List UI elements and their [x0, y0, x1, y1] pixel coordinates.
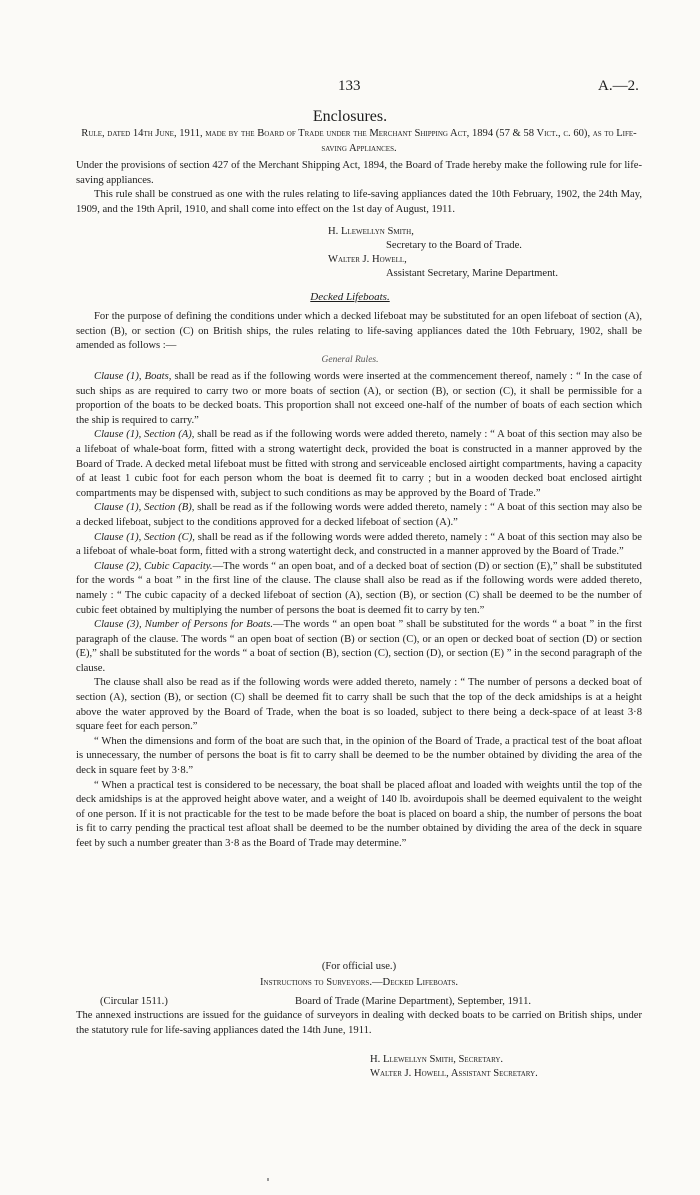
- clause-lead: Clause (2), Cubic Capacity.: [94, 560, 213, 572]
- continuation-paragraph: “ When the dimensions and form of the boat are such that, in the opinion of the Board of Trade, a practical test of the boat afloat is unnecessary, the number of persons the boat is fit to carry shall be deemed to be the number obtained by dividing the area of the deck in square feet by 3·8.”: [76, 735, 642, 777]
- clause-text: shall be read as if the following words were added thereto, namely : “ A boat of this section may also be a lifeboat of whale-boat form, fitted with a strong watertight deck, and constructed in a manner approved by the Board of Trade.”: [76, 531, 642, 558]
- decked-intro: [76, 310, 642, 354]
- clause-lead: Clause (1), Boats,: [94, 371, 172, 382]
- subsection-heading: General Rules.: [321, 355, 379, 365]
- continuation-paragraph: “ When a practical test is considered to be necessary, the boat shall be placed afloat and loaded with weights until the top of the deck amidships is at the approved height above water, and a weight of 140 lb. avoirdupois shall be deemed equivalent to the weight of one person. If it is not practicable for the test to be made before the boat is placed on board a ship, the number of persons the boat is fit to carry pending the practical test afloat shall be deemed to be the number obtained by dividing the area of the deck in square feet by such a number greater than 3·8 as the Board of Trade may determine.”: [76, 779, 642, 849]
- instructions-heading: Instructions to Surveyors.—Decked Lifeboats.: [260, 977, 458, 988]
- clause-paragraph: [76, 428, 642, 501]
- official-use-note: (For official use.): [321, 961, 397, 972]
- clause-paragraph: [76, 501, 642, 530]
- clause-text: shall be read as if the following words were added thereto, namely : “ A boat of this section may also be a decked lifeboat, subject to the conditions approved for a decked lifeboat of section (A).”: [76, 502, 642, 528]
- signatory-title: Secretary to the Board of Trade.: [386, 240, 522, 251]
- clause-lead: Clause (1), Section (B),: [94, 502, 195, 514]
- intro-paragraph: For the purpose of defining the conditions under which a decked lifeboat may be substituted for an open lifeboat of section (A), section (B), or section (C) on British ships, the rules relating to life-saving appliances dated the 10th February, 1902, shall be amended as follows :—: [76, 311, 642, 352]
- instructions-paragraph: [76, 1009, 642, 1038]
- page-number: 133: [338, 78, 361, 94]
- clause-paragraph: [76, 560, 642, 618]
- signatory-name: H. Llewellyn Smith,: [328, 226, 414, 237]
- rule-paragraph: Under the provisions of section 427 of the Merchant Shipping Act, 1894, the Board of Trade hereby make the following rule for life-saving appliances.: [76, 160, 642, 186]
- clause-paragraph: [76, 370, 642, 428]
- clause-lead: Clause (1), Section (A),: [94, 429, 195, 441]
- signatory-name: Walter J. Howell,: [328, 254, 407, 265]
- clause-lead: Clause (1), Section (C),: [94, 531, 195, 543]
- page-reference: A.—2.: [598, 78, 639, 94]
- section-heading: Decked Lifeboats.: [310, 291, 390, 303]
- page-title: Enclosures.: [312, 108, 388, 125]
- instructions-body: [76, 1009, 642, 1038]
- rule-heading: Rule, dated 14th June, 1911, made by the Board of Trade under the Merchant Shipping Act, 1894 (57 & 58 Vict., c. 60), as to Life-saving Appliances.: [81, 128, 637, 154]
- rule-paragraph: This rule shall be construed as one with the rules relating to life-saving appliances dated the 10th February, 1902, the 24th May, 1909, and the 19th April, 1910, and shall come into effect on the 1st day of August, 1911.: [76, 189, 642, 215]
- continuation-paragraph: The clause shall also be read as if the following words were added thereto, namely : “ The number of persons a decked boat of section (A), section (B), or section (C) shall be deemed fit to carry shall be such that the top of the deck amidships is at a height above the water approved by the Board of Trade, when the boat is so loaded, subject to there being a deck-space of at least 3·8 square feet for each person.”: [76, 677, 642, 733]
- signatory-title: Assistant Secretary, Marine Department.: [386, 268, 558, 279]
- clause-text: shall be read as if the following words were inserted at the commencement thereof, namely : “ In the case of such ships as are required to carry two or more boats of section (A), or section (B), or section (C), it shall be permissible for a proportion of the boats to be decked boats. This proportion shall not exceed one-half of the number of boats of each section which the ship is required to carry.”: [76, 371, 642, 426]
- clause-paragraph: [76, 531, 642, 560]
- scan-speck: [267, 1178, 269, 1181]
- board-date-line: Board of Trade (Marine Department), September, 1911.: [295, 996, 532, 1007]
- circular-number: (Circular 1511.): [100, 996, 168, 1007]
- clause-text: —The words “ an open boat, and of a decked boat of section (D) or section (E),” shall be substituted for the words “ a boat ” in the first line of the clause. The clause shall also be read as if the following words were added thereto, namely : “ The cubic capacity of a decked lifeboat of section (A), section (B), or section (C) shall be deemed to be the number of cubic feet obtained by multiplying the number of persons the boat is deemed fit to carry by ten.”: [76, 560, 642, 616]
- clause-text: —The words “ an open boat ” shall be substituted for the words “ a boat ” in the first paragraph of the clause. The words “ an open boat of section (B) or section (C), or an open or decked boat of section (D) or section (E),” shall be substituted for the words “ a boat of section (B), section (C), section (D), or section (E) ” in the second paragraph of the clause.: [76, 619, 643, 674]
- clause-text: shall be read as if the following words were added thereto, namely : “ A boat of this section may also be a lifeboat of whale-boat form, fitted with a strong watertight deck, provided the boat is constructed in a manner approved by the Board of Trade. A decked metal lifeboat must be fitted with strong and serviceable enclosed airtight compartments, having a capacity of at least 1 cubic foot for each person whom the boat is deemed fit to carry ; but in a wooden decked boat enclosed airtight compartments may be dispensed with, subject to such conditions as may be approved by the Board of Trade.”: [76, 429, 642, 499]
- signature-line: Walter J. Howell, Assistant Secretary.: [370, 1068, 538, 1079]
- rule-body: [76, 159, 642, 217]
- signature-line: H. Llewellyn Smith, Secretary.: [370, 1054, 504, 1065]
- clause-lead: Clause (3), Number of Persons for Boats.: [94, 619, 274, 631]
- rule-heading-block: [76, 127, 642, 156]
- instructions-text: The annexed instructions are issued for the guidance of surveyors in dealing with decked boats to be carried on British ships, under the statutory rule for life-saving appliances dated the 14th June, 1911.: [76, 1010, 642, 1036]
- clause-paragraph: [76, 618, 642, 676]
- clauses-block: [76, 370, 642, 852]
